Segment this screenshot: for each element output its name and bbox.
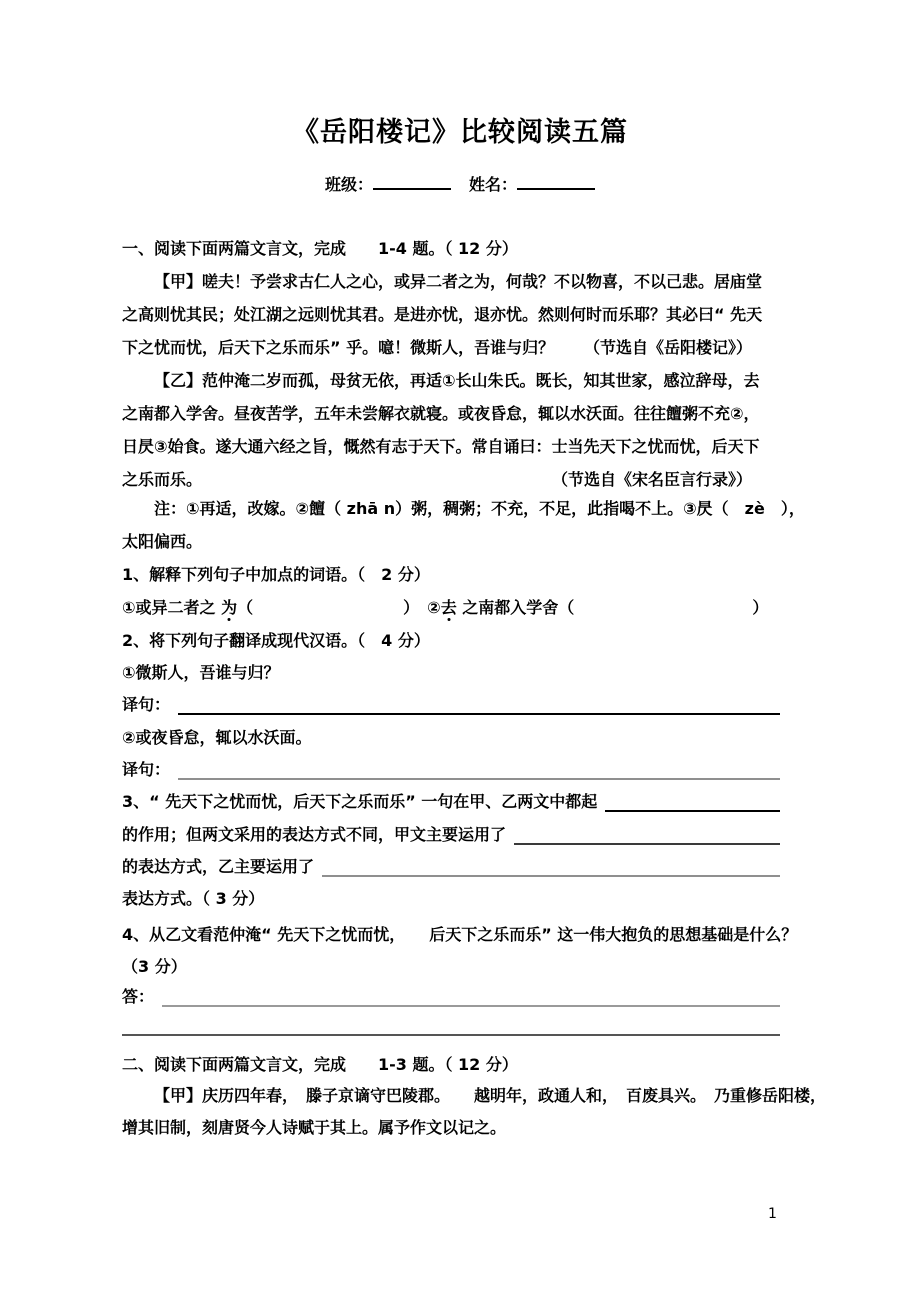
question2-text: 2、将下列句子翻译成现代汉语。（ 4 分） — [122, 631, 430, 650]
q4-answer-blank-line2[interactable] — [122, 1014, 780, 1036]
question3-line1 — [122, 791, 780, 813]
passage-yi-line4-text: 之乐而乐。 — [122, 470, 203, 489]
question1-items — [122, 597, 780, 619]
class-input-blank[interactable] — [373, 172, 451, 190]
passage-yi-line3: 日昃③始食。遂大通六经之旨，慨然有志于天下。常自诵曰：士当先天下之忧而忧，后天下 — [122, 437, 760, 456]
question2-sentence1: ①微斯人，吾谁与归？ — [122, 663, 280, 682]
question2-translation1 — [122, 694, 780, 716]
question2-translation2 — [122, 759, 780, 781]
q1-item1-dotted-word: 为 — [221, 598, 238, 617]
q1-item2-close-paren: ） — [752, 598, 769, 617]
class-label: 班级： — [324, 175, 373, 194]
passage-yi-line1: 【乙】范仲淹二岁而孤，母贫无依，再适①长山朱氏。既长，知其世家，感泣辞母，去 — [154, 371, 760, 390]
q3-line3-text: 的表达方式，乙主要运用了 — [122, 857, 315, 876]
page-number: 1 — [768, 1206, 777, 1222]
question3-line2 — [122, 824, 780, 846]
note-line1: 注：①再适，改嫁。②饘（ zhā n）粥，稠粥；不充，不足，此指喝不上。③昃（ zè ）， — [154, 499, 805, 518]
name-input-blank[interactable] — [517, 172, 595, 190]
q4-answer-blank-line1[interactable] — [162, 986, 780, 1007]
passage-yi-line4 — [122, 469, 780, 491]
question4-points: （3 分） — [122, 957, 187, 976]
q1-item1-open-paren: （ — [237, 598, 254, 617]
translation2-label: 译句： — [122, 760, 171, 779]
question4-answer-row — [122, 986, 780, 1008]
section2-heading: 二、阅读下面两篇文言文，完成 1-3 题。（ 12 分） — [122, 1055, 518, 1074]
passage-jia-line1: 【甲】嗟夫！予尝求古仁人之心，或异二者之为，何哉？不以物喜，不以己悲。居庙堂 — [154, 272, 763, 291]
name-label: 姓名： — [469, 175, 518, 194]
page-title: 《岳阳楼记》比较阅读五篇 — [292, 117, 628, 148]
student-info-row — [0, 172, 920, 195]
passage-jia-line3 — [122, 337, 780, 359]
passage-jia-line2: 之高则忧其民；处江湖之远则忧其君。是进亦忧，退亦忧。然则何时而乐耶？其必曰“ 先天 — [122, 305, 763, 324]
q1-item1-pre: ①或异二者之 — [122, 598, 222, 617]
q3-blank3[interactable] — [322, 856, 780, 877]
question4-text: 4、从乙文看范仲淹“ 先天下之忧而忧， 后天下之乐而乐” 这一伟大抱负的思想基础是什么？ — [122, 925, 798, 944]
q3-line1-text: 3、“ 先天下之忧而忧，后天下之乐而乐” 一句在甲、乙两文中都起 — [122, 792, 598, 811]
note-line2: 太阳偏西。 — [122, 532, 203, 551]
question3-line3 — [122, 856, 780, 878]
question1-text: 1、解释下列句子中加点的词语。（ 2 分） — [122, 565, 430, 584]
section2-jia-line1: 【甲】庆历四年春， 滕子京谪守巴陵郡。 越明年，政通人和， 百废具兴。 乃重修岳阳楼， — [154, 1086, 827, 1105]
translation2-answer-blank[interactable] — [178, 759, 780, 780]
answer-label: 答： — [122, 987, 155, 1006]
q3-blank1[interactable] — [605, 791, 780, 812]
section2-jia-line2: 增其旧制，刻唐贤今人诗赋于其上。属予作文以记之。 — [122, 1118, 507, 1137]
q3-blank2[interactable] — [514, 824, 780, 845]
q1-item2-dotted-word: 去 — [440, 598, 457, 617]
section1-heading: 一、阅读下面两篇文言文，完成 1-4 题。（ 12 分） — [122, 239, 518, 258]
q1-item1-answer-blank[interactable] — [253, 612, 403, 613]
passage-yi-line2: 之南都入学舍。昼夜苦学，五年未尝解衣就寝。或夜昏怠，辄以水沃面。往往饘粥不充②， — [122, 404, 760, 423]
translation1-answer-blank[interactable] — [178, 694, 780, 715]
q3-line2-text: 的作用；但两文采用的表达方式不同，甲文主要运用了 — [122, 825, 507, 844]
q1-item1-close-paren: ） ② — [403, 598, 441, 617]
passage-yi-source: （节选自《宋名臣言行录》） — [551, 470, 752, 489]
q1-item2-answer-blank[interactable] — [574, 612, 752, 613]
q1-item2-post: 之南都入学舍（ — [456, 598, 575, 617]
passage-jia-source: （节选自《岳阳楼记》） — [583, 338, 752, 357]
question3-line4: 表达方式。（ 3 分） — [122, 889, 265, 908]
question2-sentence2: ②或夜昏怠，辄以水沃面。 — [122, 728, 312, 747]
passage-jia-line3-text: 下之忧而忧，后天下之乐而乐” 乎。噫！微斯人，吾谁与归？ — [122, 338, 555, 357]
translation1-label: 译句： — [122, 695, 171, 714]
